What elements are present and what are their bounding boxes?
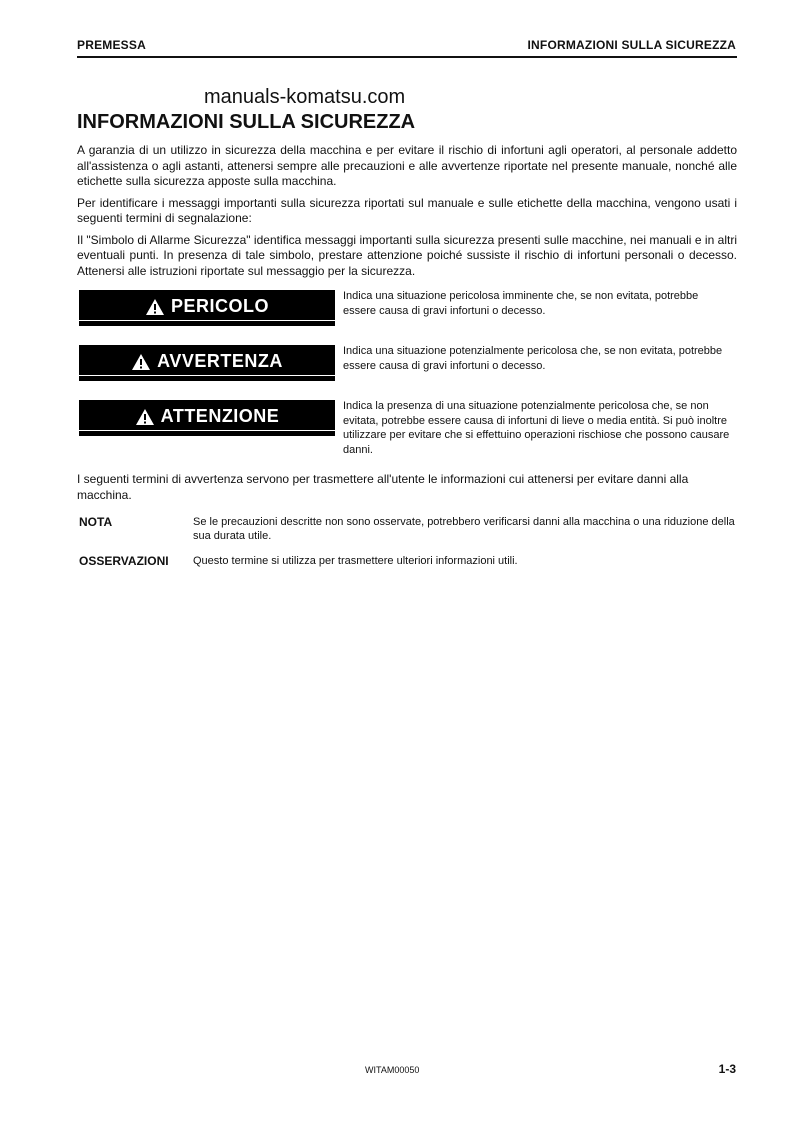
signal-row-pericolo: [79, 290, 739, 324]
signal-label: PERICOLO: [170, 296, 269, 316]
signal-description: Indica una situazione potenzialmente pericolosa che, se non evitata, potrebbe essere causa di gravi infortuni o decesso.: [343, 345, 723, 372]
warning-triangle-icon: [145, 298, 165, 316]
signal-box-attenzione: [79, 400, 335, 436]
signal-box-pericolo: [79, 290, 335, 326]
signal-description: Indica la presenza di una situazione potenzialmente pericolosa che, se non evitata, potrebbe essere causa di infortuni di lieve o media entità. Si può inoltre utilizzare per evitare che si effettuino operazioni rischiose che possono causare danni.: [343, 400, 730, 456]
page-title: INFORMAZIONI SULLA SICUREZZA: [77, 111, 416, 133]
watermark-text: manuals-komatsu.com: [204, 86, 406, 108]
header-chapter: INFORMAZIONI SULLA SICUREZZA: [527, 38, 736, 52]
signal-label: ATTENZIONE: [160, 406, 280, 426]
page-number: 1-3: [718, 1062, 736, 1076]
header-section: PREMESSA: [77, 38, 146, 52]
term-label: OSSERVAZIONI: [79, 554, 169, 568]
warning-triangle-icon: [135, 408, 155, 426]
signal-row-avvertenza: [79, 345, 739, 379]
header-rule: [77, 56, 737, 58]
intro-paragraph: Per identificare i messaggi importanti sulla sicurezza riportati sul manuale e sulle etichette della macchina, vengono usati i seguenti termini di segnalazione:: [77, 195, 737, 225]
intro-paragraph: Il "Simbolo di Allarme Sicurezza" identifica messaggi importanti sulla sicurezza presenti sulle macchine, nei manuali e in altri eventuali punti. In presenza di tale simbolo, prestare attenzione poiché sussiste il rischio di infortuni personali o decesso. Attenersi alle istruzioni riportate sul messaggio per la sicurezza.: [77, 232, 737, 278]
footer-code: WITAM00050: [365, 1065, 420, 1075]
term-description: Se le precauzioni descritte non sono osservate, potrebbero verificarsi danni alla macchina o una riduzione della sua durata utile.: [193, 516, 735, 542]
after-text: I seguenti termini di avvertenza servono per trasmettere all'utente le informazioni cui attenersi per evitare danni alla macchina.: [77, 472, 689, 502]
intro-paragraph: A garanzia di un utilizzo in sicurezza della macchina e per evitare il rischio di infortuni agli operatori, al personale addetto all'assistenza o agli astanti, attenersi sempre alle precauzioni e alle avvertenze riportate nel presente manuale, nonché alle etichette sulla sicurezza apposte sulla macchina.: [77, 143, 737, 188]
term-description: Questo termine si utilizza per trasmettere ulteriori informazioni utili.: [193, 555, 518, 567]
signal-box-avvertenza: [79, 345, 335, 381]
term-label: NOTA: [79, 515, 113, 529]
warning-triangle-icon: [131, 353, 151, 371]
signal-label: AVVERTENZA: [157, 351, 283, 371]
intro-text: [77, 143, 737, 285]
signal-row-attenzione: [79, 400, 739, 456]
signal-description: Indica una situazione pericolosa imminente che, se non evitata, potrebbe essere causa di gravi infortuni o decesso.: [343, 290, 699, 317]
